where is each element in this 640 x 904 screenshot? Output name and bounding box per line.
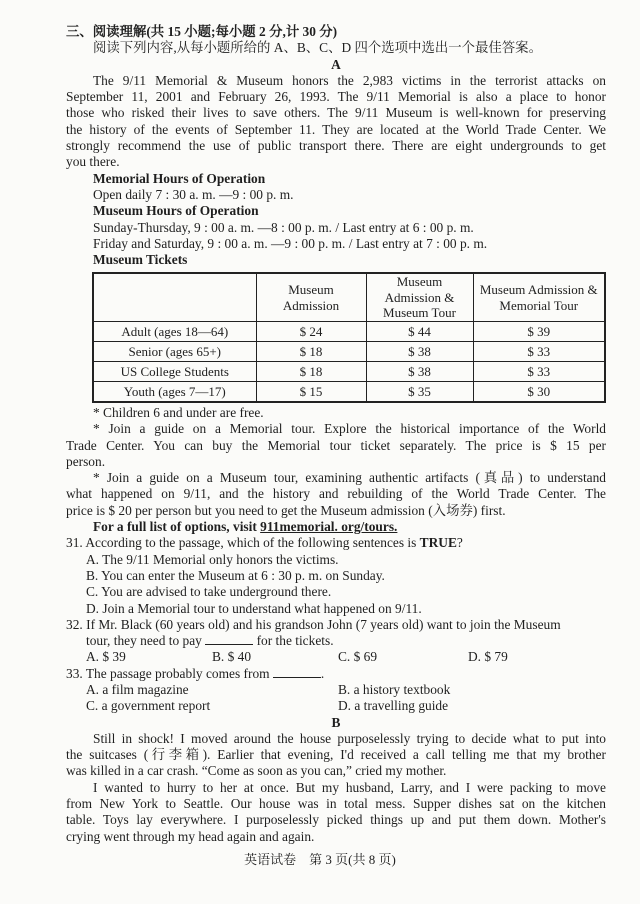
- text-line: Trade Center. You can buy the Memorial tour ticket separately. The price is $ 15 per: [66, 437, 606, 453]
- table-cell: $ 24: [256, 321, 366, 341]
- question-32: [66, 617, 606, 633]
- museum-hours-heading: Museum Hours of Operation: [93, 203, 259, 219]
- option-c: C. a government report: [86, 698, 211, 714]
- memorial-hours-heading: Memorial Hours of Operation: [93, 170, 266, 186]
- table-cell: Youth (ages 7—17): [93, 381, 256, 402]
- text-line: The 9/11 Memorial & Museum honors the 2,983 victims in the terrorist attacks on: [93, 72, 606, 88]
- table-cell: $ 35: [366, 381, 473, 402]
- passage-b-label: B: [331, 714, 341, 730]
- text-line: * Join a guide on a Museum tour, examining authentic artifacts (真品) to understand: [93, 470, 606, 486]
- section-instruction: 阅读下列内容,从每小题所给的 A、B、C、D 四个选项中选出一个最佳答案。: [93, 40, 542, 56]
- answer-blank: [205, 633, 253, 645]
- question-number: 31.: [66, 535, 83, 551]
- table-header: Museum Admission & Memorial Tour: [473, 273, 605, 321]
- option-b: B. You can enter the Museum at 6 : 30 p. m. on Sunday.: [86, 567, 385, 583]
- table-row: [93, 321, 605, 341]
- text-line: I wanted to hurry to her at once. But my husband, Larry, and I were packing to move: [93, 779, 606, 795]
- table-cell: $ 38: [366, 341, 473, 361]
- text-line: September 11, 2001 and February 26, 1993. The 9/11 Memorial is also a place to honor: [66, 89, 606, 105]
- section-title: 三、阅读理解(共 15 小题;每小题 2 分,计 30 分): [66, 24, 338, 39]
- tickets-heading: Museum Tickets: [93, 252, 188, 268]
- option-c: C. You are advised to take underground there.: [86, 584, 332, 600]
- full-list-text: For a full list of options, visit: [93, 519, 261, 535]
- option-d: D. a travelling guide: [338, 698, 449, 714]
- table-cell: Senior (ages 65+): [93, 341, 256, 361]
- table-header: Museum Admission & Museum Tour: [366, 273, 473, 321]
- passage-b-paragraph-2: [66, 780, 606, 845]
- question-stem: for the tickets.: [256, 633, 334, 649]
- question-number: 33.: [66, 665, 83, 681]
- passage-b-paragraph-1: [66, 731, 606, 780]
- table-cell: $ 15: [256, 381, 366, 402]
- museum-hours-weekday: Sunday-Thursday, 9 : 00 a. m. —8 : 00 p. m. / Last entry at 6 : 00 p. m.: [93, 219, 474, 235]
- note-museum-tour: [66, 470, 606, 519]
- table-cell: $ 33: [473, 361, 605, 381]
- option-b: B. a history textbook: [338, 682, 451, 697]
- option-a: A. The 9/11 Memorial only honors the victims.: [86, 551, 339, 567]
- table-cell: $ 39: [473, 321, 605, 341]
- text-line: what happened on 9/11, and the history and rebuilding of the World Trade Center. The: [66, 486, 606, 502]
- option-c: C. $ 69: [338, 649, 378, 665]
- full-list-note: [66, 519, 606, 535]
- question-stem-emphasis: TRUE: [419, 535, 457, 551]
- text-line: those who risked their lives to save others. The 9/11 Museum is well-known for preserving: [66, 105, 606, 121]
- ticket-price-table: [92, 272, 606, 403]
- option-d: D. $ 79: [468, 649, 508, 665]
- table-row: [93, 381, 605, 402]
- text-line: was killed in a car crash. “Come as soon as you can,” cried my mother.: [66, 763, 447, 779]
- table-cell: $ 30: [473, 381, 605, 402]
- table-cell: US College Students: [93, 361, 256, 381]
- question-stem-end: ?: [456, 535, 463, 551]
- exam-page: [66, 24, 606, 845]
- table-header: Museum Admission: [256, 273, 366, 321]
- text-line: * Join a guide on a Memorial tour. Explore the historical importance of the World: [93, 421, 606, 437]
- text-line: price is $ 20 per person but you need to get the Museum admission (入场券) first.: [66, 502, 506, 518]
- text-line: the history of the events of September 11. They are located at the World Trade Center. We: [66, 121, 606, 137]
- question-stem-end: .: [320, 665, 325, 681]
- question-33-options-row1: [66, 682, 606, 698]
- table-cell: $ 18: [256, 361, 366, 381]
- text-line: crying went through my head again and again.: [66, 828, 315, 844]
- text-line: you there.: [66, 154, 120, 170]
- text-line: from New York to Seattle. Our house was in total mess. Supper dishes sat on the kitchen: [66, 796, 606, 812]
- memorial-hours: Open daily 7 : 30 a. m. —9 : 00 p. m.: [93, 186, 294, 202]
- table-row: [93, 341, 605, 361]
- table-cell: $ 33: [473, 341, 605, 361]
- answer-blank: [273, 666, 321, 678]
- table-cell: $ 44: [366, 321, 473, 341]
- question-stem: tour, they need to pay: [86, 633, 202, 649]
- text-line: person.: [66, 453, 106, 469]
- text-line: Still in shock! I moved around the house purposelessly trying to decide what to put into: [93, 730, 606, 746]
- question-31: [66, 535, 606, 551]
- option-d: D. Join a Memorial tour to understand what happened on 9/11.: [86, 600, 422, 616]
- table-row: [93, 361, 605, 381]
- museum-hours-weekend: Friday and Saturday, 9 : 00 a. m. —9 : 00 p. m. / Last entry at 7 : 00 p. m.: [93, 235, 488, 251]
- option-a: A. a film magazine: [86, 682, 189, 697]
- table-header: [93, 273, 256, 321]
- table-cell: Adult (ages 18—64): [93, 321, 256, 341]
- passage-a-intro: [66, 73, 606, 171]
- text-line: the suitcases (行李箱). Earlier that evening, I'd received a call telling me that my brother: [66, 747, 606, 763]
- option-b: B. $ 40: [212, 649, 252, 665]
- question-stem: The passage probably comes from: [85, 665, 270, 681]
- question-32-options: [66, 649, 606, 665]
- note-memorial-tour: [66, 421, 606, 470]
- question-stem: If Mr. Black (60 years old) and his grandson John (7 years old) want to join the Museum: [86, 616, 561, 632]
- question-stem: According to the passage, which of the following sentences is: [85, 535, 420, 551]
- question-number: 32.: [66, 616, 83, 632]
- table-cell: $ 38: [366, 361, 473, 381]
- question-33: [66, 666, 606, 682]
- note-children: * Children 6 and under are free.: [93, 404, 264, 420]
- question-32-continued: [66, 633, 606, 649]
- page-footer: 英语试卷 第 3 页(共 8 页): [244, 852, 396, 867]
- passage-a-label: A: [331, 56, 341, 72]
- full-list-link: 911memorial. org/tours.: [260, 519, 398, 535]
- table-header-row: [93, 273, 605, 321]
- question-33-options-row2: [66, 698, 606, 714]
- text-line: strongly recommend the use of public transport there. There are eight undergrounds to get: [66, 138, 606, 154]
- text-line: table. Toys lay everywhere. I purposelessly picked things up and put them down. Mother's: [66, 812, 606, 828]
- table-cell: $ 18: [256, 341, 366, 361]
- option-a: A. $ 39: [86, 649, 126, 665]
